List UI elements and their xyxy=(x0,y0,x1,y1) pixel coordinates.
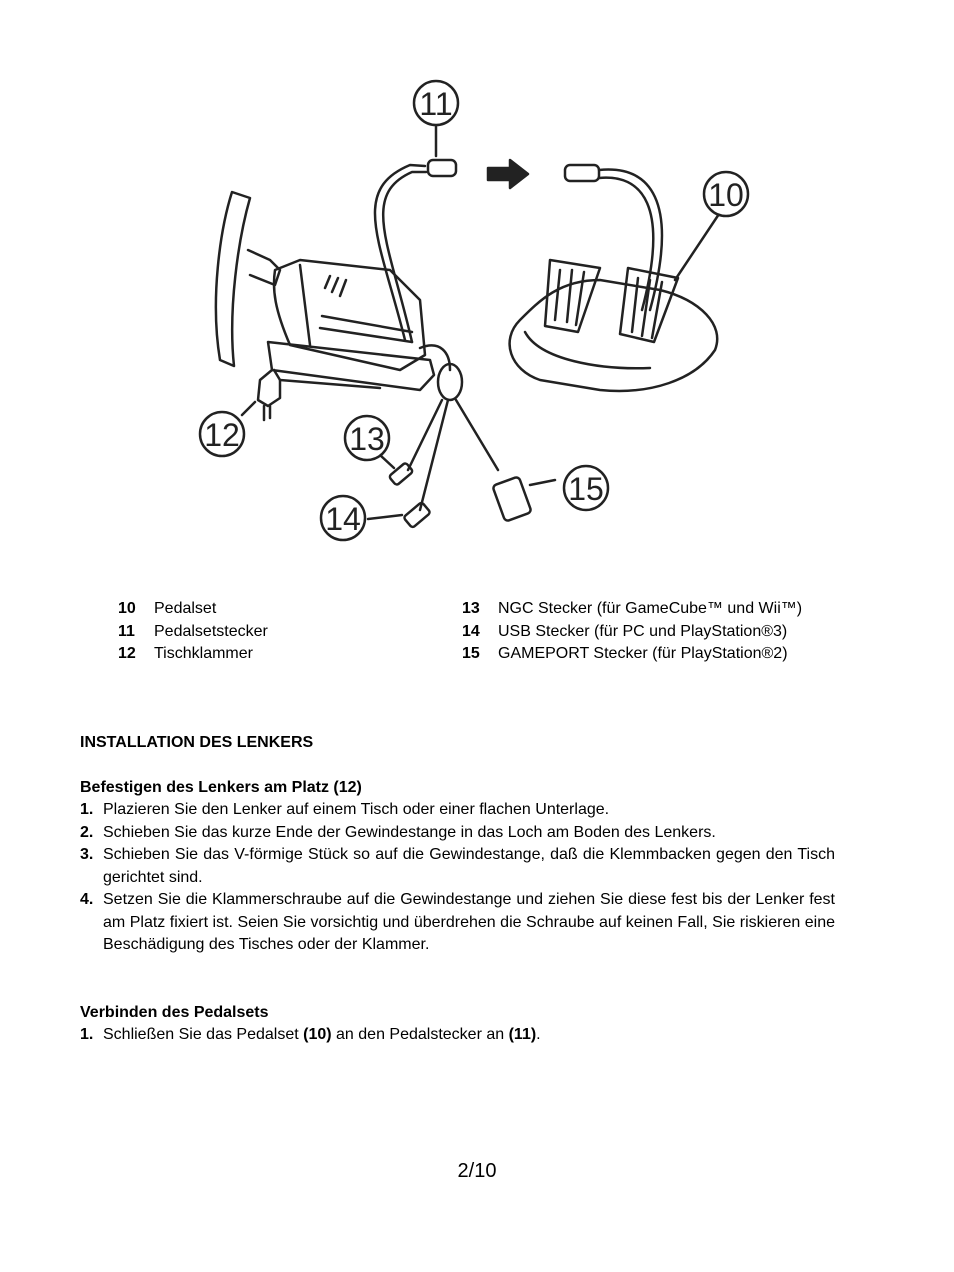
wheel-pedal-diagram xyxy=(180,70,780,560)
step-number: 4. xyxy=(80,891,94,908)
usb-connector-14 xyxy=(403,502,430,528)
step-number: 1. xyxy=(80,1026,94,1043)
legend-label: Pedalsetstecker xyxy=(154,622,268,640)
pedal-cable xyxy=(375,165,425,340)
mount-heading: Befestigen des Lenkers am Platz (12) xyxy=(80,779,362,796)
callout-11: 11 xyxy=(419,86,453,122)
pedal-set-base xyxy=(510,280,718,391)
pedalset-connector-11 xyxy=(428,160,456,176)
pedals-heading: Verbinden des Pedalsets xyxy=(80,1004,269,1021)
step-text: Schieben Sie das V-förmige Stück so auf die Gewindestange, daß die Klemmbacken gegen den Tisch gerichtet sind. xyxy=(103,846,835,886)
mount-steps xyxy=(80,799,835,957)
legend-label: Pedalset xyxy=(154,600,217,617)
step-text: Setzen Sie die Klammerschraube auf die Gewindestange und ziehen Sie diese fest bis der Lenker fest am Platz fixiert ist. Seien Sie vorsichtig und überdrehen die Schraube auf keinen Fall, Sie riskieren eine Beschädigung des Tisches oder der Klammer. xyxy=(103,891,835,953)
legend-number: 10 xyxy=(118,600,136,617)
callout-15: 15 xyxy=(568,471,604,507)
legend-number: 14 xyxy=(462,622,480,640)
section-title: INSTALLATION DES LENKERS xyxy=(80,734,314,751)
steering-wheel-rim xyxy=(216,192,250,366)
step-number: 3. xyxy=(80,846,94,863)
step-text: an den Pedalstecker an xyxy=(331,1026,509,1043)
step-number: 2. xyxy=(80,823,94,841)
list-item xyxy=(80,1024,835,1047)
callout-14: 14 xyxy=(325,501,361,537)
step-text: . xyxy=(536,1026,541,1043)
legend-left xyxy=(118,598,268,666)
page-number: 2/10 xyxy=(457,1160,497,1182)
legend-right xyxy=(462,598,802,666)
legend-label: USB Stecker (für PC und PlayStation®3) xyxy=(498,622,788,640)
step-text: Plazieren Sie den Lenker auf einem Tisch oder einer flachen Unterlage. xyxy=(103,801,610,818)
callout-13: 13 xyxy=(349,421,385,457)
legend-row xyxy=(462,598,802,621)
callout-10: 10 xyxy=(708,177,744,213)
legend-row xyxy=(462,643,802,666)
legend-label: GAMEPORT Stecker (für PlayStation®2) xyxy=(498,645,788,662)
ref-10: (10) xyxy=(303,1026,332,1043)
base-plate xyxy=(268,342,434,390)
list-item xyxy=(80,889,835,957)
pedals-steps xyxy=(80,1024,835,1047)
legend-number: 15 xyxy=(462,645,480,662)
list-item xyxy=(80,822,835,845)
list-item xyxy=(80,799,835,822)
step-text: Schieben Sie das kurze Ende der Gewindestange in das Loch am Boden des Lenkers. xyxy=(103,823,716,841)
step-number: 1. xyxy=(80,801,94,818)
legend-label: NGC Stecker (für GameCube™ und Wii™) xyxy=(498,600,803,617)
pedal-cable-connector xyxy=(565,165,599,181)
legend-number: 11 xyxy=(118,622,135,640)
legend-label: Tischklammer xyxy=(154,645,253,662)
legend-number: 13 xyxy=(462,600,480,617)
gameport-connector-15 xyxy=(492,476,531,521)
legend-number: 12 xyxy=(118,645,136,662)
legend-row xyxy=(118,621,268,644)
callout-12: 12 xyxy=(204,417,240,453)
step-text: Schließen Sie das Pedalset xyxy=(103,1026,304,1043)
ref-11: (11) xyxy=(508,1026,537,1043)
legend-row xyxy=(118,598,268,621)
legend-row xyxy=(462,621,802,644)
legend-row xyxy=(118,643,268,666)
wheel-base-body xyxy=(274,260,425,370)
list-item xyxy=(80,844,835,889)
arrow-right-icon xyxy=(488,160,528,188)
